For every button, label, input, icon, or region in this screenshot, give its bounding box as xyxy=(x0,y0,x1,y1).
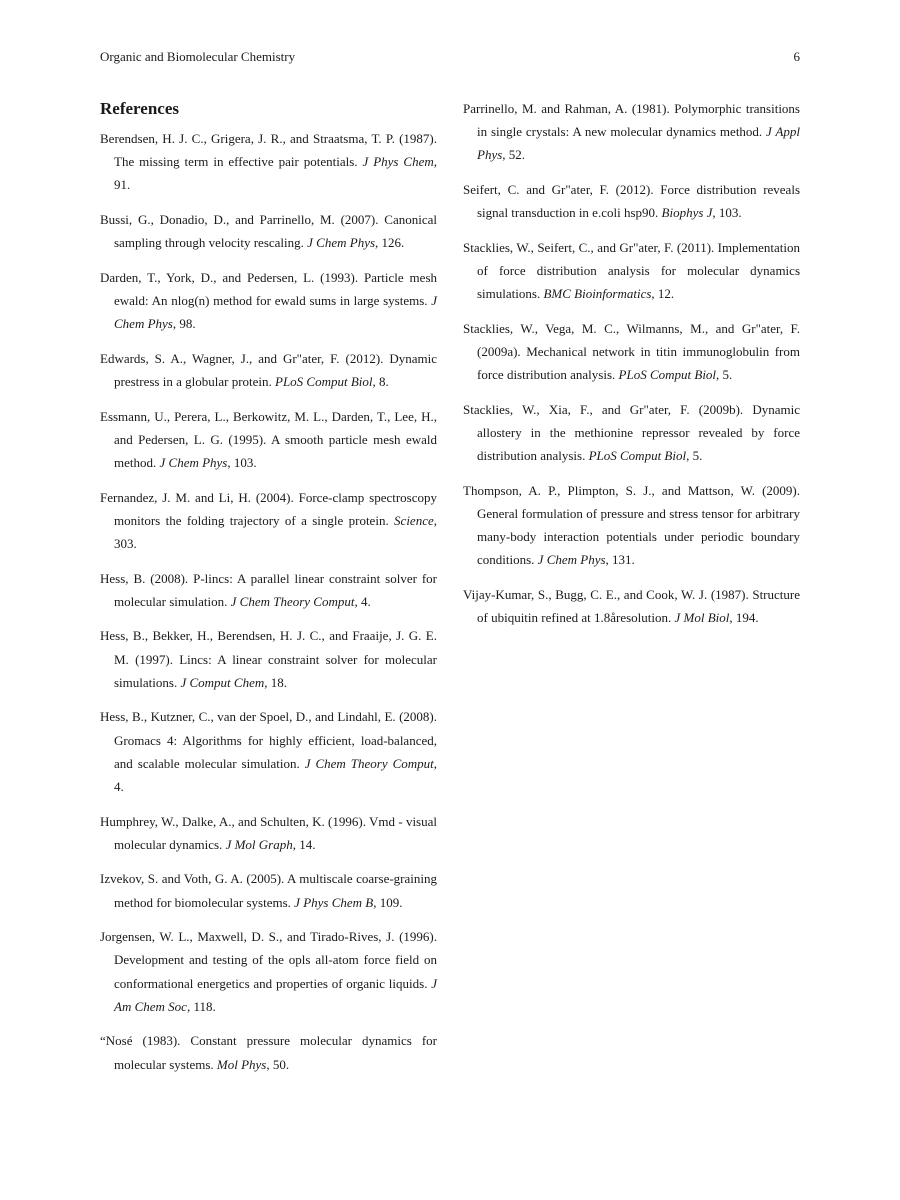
reference-venue: PLoS Comput Biol xyxy=(275,374,373,389)
reference-authors-title: Edwards, S. A., Wagner, J., and Gr"ater, F. (2012). Dynamic prestress in a globular protein. xyxy=(100,350,437,389)
reference-venue: J Mol Graph xyxy=(225,836,293,852)
reference-entry xyxy=(463,97,800,167)
reference-venue: J Chem Theory Comput xyxy=(230,593,355,609)
reference-entry xyxy=(100,347,437,393)
reference-volume: , 131. xyxy=(605,552,635,568)
reference-venue: PLoS Comput Biol xyxy=(588,448,687,464)
reference-entry xyxy=(100,624,437,694)
reference-entry xyxy=(100,486,437,556)
reference-venue: Science xyxy=(394,512,434,528)
reference-authors-title: Hess, B., Kutzner, C., van der Spoel, D., and Lindahl, E. (2008). Gromacs 4: Algorithms for highly efficient, load-balanced, and scalable molecular simulation. xyxy=(100,709,437,771)
reference-authors-title: Bussi, G., Donadio, D., and Parrinello, M. (2007). Canonical sampling through velocity rescaling. xyxy=(100,212,437,251)
reference-entry xyxy=(100,705,437,798)
reference-authors-title: “Nosé (1983). Constant pressure molecular dynamics for molecular systems. xyxy=(100,1033,437,1072)
reference-entry xyxy=(100,925,437,1018)
reference-venue: J Chem Phys xyxy=(537,552,606,568)
reference-volume: , 118. xyxy=(186,998,216,1014)
reference-entry xyxy=(100,810,437,856)
reference-entry xyxy=(463,583,800,629)
reference-authors-title: Seifert, C. and Gr"ater, F. (2012). Force distribution reveals signal transduction in e.coli hsp90. xyxy=(463,182,800,221)
left-column xyxy=(100,97,437,1087)
reference-authors-title: Stacklies, W., Vega, M. C., Wilmanns, M., and Gr"ater, F. (2009a). Mechanical network in titin immunoglobulin from force distribution analysis. xyxy=(463,320,800,383)
reference-volume: , 4. xyxy=(354,593,371,609)
reference-volume: , 52. xyxy=(502,147,526,163)
reference-venue: J Chem Phys xyxy=(307,235,376,251)
reference-entry xyxy=(463,398,800,468)
reference-authors-title: Darden, T., York, D., and Pedersen, L. (1993). Particle mesh ewald: An nlog(n) method for ewald sums in large systems. xyxy=(100,269,437,308)
reference-volume: , 194. xyxy=(729,610,759,626)
reference-volume: , 8. xyxy=(372,374,389,389)
reference-entry xyxy=(463,178,800,224)
reference-volume: , 5. xyxy=(716,367,733,383)
reference-venue: Mol Phys xyxy=(216,1056,267,1072)
reference-entry xyxy=(463,317,800,387)
right-column xyxy=(463,97,800,641)
reference-authors-title: Vijay-Kumar, S., Bugg, C. E., and Cook, W. J. (1987). Structure of ubiquitin refined at 1.8åresolution. xyxy=(463,587,800,626)
reference-authors-title: Stacklies, W., Xia, F., and Gr"ater, F. (2009b). Dynamic allostery in the methionine repressor revealed by force distribution analysis. xyxy=(463,401,800,464)
reference-entry xyxy=(463,236,800,306)
reference-venue: J Comput Chem xyxy=(180,674,265,690)
reference-entry xyxy=(100,867,437,913)
reference-volume: , 91. xyxy=(114,154,437,193)
reference-venue: J Am Chem Soc xyxy=(114,975,437,1014)
reference-authors-title: Izvekov, S. and Voth, G. A. (2005). A multiscale coarse-graining method for biomolecular systems. xyxy=(100,871,437,910)
references-heading: References xyxy=(100,99,179,118)
reference-volume: , 98. xyxy=(172,316,196,332)
reference-volume: , 50. xyxy=(266,1056,290,1072)
reference-volume: , 303. xyxy=(114,512,437,551)
reference-venue: J Chem Theory Comput xyxy=(304,755,434,771)
reference-entry xyxy=(100,127,437,197)
running-header xyxy=(100,47,800,67)
reference-venue: J Chem Phys xyxy=(159,455,228,470)
reference-volume: , 18. xyxy=(264,674,287,690)
reference-venue: J Chem Phys xyxy=(114,293,437,332)
reference-authors-title: Thompson, A. P., Plimpton, S. J., and Mattson, W. (2009). General formulation of pressure and stress tensor for arbitrary many-body interaction potentials under periodic boundary conditions. xyxy=(463,482,800,568)
reference-volume: , 103. xyxy=(712,205,742,221)
page-number: 6 xyxy=(793,49,800,64)
reference-volume: , 126. xyxy=(375,235,405,251)
reference-entry xyxy=(100,1029,437,1075)
reference-authors-title: Stacklies, W., Seifert, C., and Gr"ater, F. (2011). Implementation of force distribution analysis for molecular dynamics simulations. xyxy=(463,239,800,302)
reference-authors-title: Fernandez, J. M. and Li, H. (2004). Force-clamp spectroscopy monitors the folding trajectory of a single protein. xyxy=(100,489,437,528)
right-reference-list xyxy=(463,97,800,629)
reference-authors-title: Parrinello, M. and Rahman, A. (1981). Polymorphic transitions in single crystals: A new molecular dynamics method. xyxy=(463,101,800,140)
reference-volume: , 14. xyxy=(292,836,316,852)
journal-name: Organic and Biomolecular Chemistry xyxy=(100,49,296,64)
reference-authors-title: Hess, B., Bekker, H., Berendsen, H. J. C., and Fraaije, J. G. E. M. (1997). Lincs: A linear constraint solver for molecular simulations. xyxy=(100,628,437,690)
reference-volume: , 5. xyxy=(686,448,703,464)
reference-venue: Biophys J xyxy=(661,205,713,221)
reference-authors-title: Humphrey, W., Dalke, A., and Schulten, K. (1996). Vmd - visual molecular dynamics. xyxy=(100,813,437,852)
reference-volume: , 103. xyxy=(227,455,257,470)
reference-venue: J Mol Biol xyxy=(674,610,730,626)
reference-entry xyxy=(100,405,437,475)
reference-volume: , 12. xyxy=(651,286,675,302)
reference-venue: BMC Bioinformatics xyxy=(543,286,652,302)
reference-authors-title: Essmann, U., Perera, L., Berkowitz, M. L., Darden, T., Lee, H., and Pedersen, L. G. (1995). A smooth particle mesh ewald method. xyxy=(100,408,437,470)
reference-entry xyxy=(463,479,800,572)
reference-authors-title: Jorgensen, W. L., Maxwell, D. S., and Tirado-Rives, J. (1996). Development and testing of the opls all-atom force field on conformational energetics and properties of organic liquids. xyxy=(100,929,437,991)
reference-authors-title: Berendsen, H. J. C., Grigera, J. R., and Straatsma, T. P. (1987). The missing term in effective pair potentials. xyxy=(100,131,437,170)
reference-venue: J Phys Chem B xyxy=(294,894,374,910)
reference-volume: , 109. xyxy=(373,894,403,910)
reference-authors-title: Hess, B. (2008). P-lincs: A parallel linear constraint solver for molecular simulation. xyxy=(100,570,437,609)
reference-volume: , 4. xyxy=(114,755,437,794)
reference-entry xyxy=(100,266,437,336)
reference-entry xyxy=(100,208,437,254)
reference-venue: PLoS Comput Biol xyxy=(618,367,717,383)
left-reference-list xyxy=(100,127,437,1076)
reference-venue: J Appl Phys xyxy=(477,124,800,163)
reference-entry xyxy=(100,567,437,613)
reference-venue: J Phys Chem xyxy=(362,154,434,170)
